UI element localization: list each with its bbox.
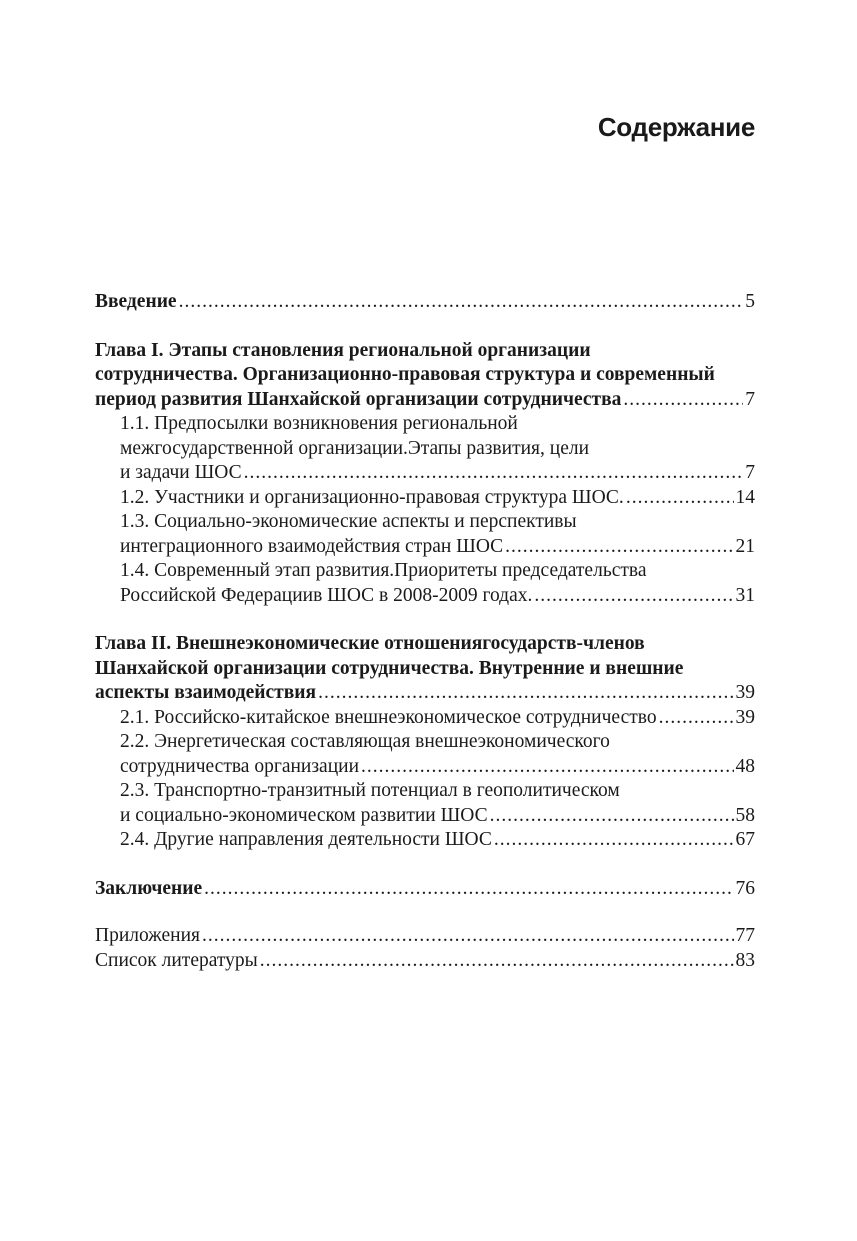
dot-leader <box>260 949 734 974</box>
chapter-title-line: сотрудничества. Организационно-правовая структура и современный <box>95 364 715 385</box>
toc-section-2-4 <box>95 828 755 853</box>
toc-entry-page: 67 <box>735 829 755 850</box>
section-title-last-line <box>95 706 755 731</box>
toc-section-2-1 <box>95 706 755 731</box>
section-title-line: 2.2. Энергетическая составляющая внешнеэкономического <box>120 731 610 752</box>
toc-chapter-2 <box>95 632 755 853</box>
toc-entry-title: интеграционного взаимодействия стран ШОС <box>120 535 504 557</box>
section-title-last-line <box>95 804 755 829</box>
toc-entry-page: 83 <box>735 949 755 971</box>
dot-leader <box>494 828 734 853</box>
toc-entry-title: аспекты взаимодействия <box>95 682 317 703</box>
chapter-title-last-line <box>95 681 755 706</box>
toc-entry-title: Заключение <box>95 877 203 899</box>
toc-entry-title: сотрудничества организации <box>120 755 360 777</box>
toc-entry-page: 58 <box>735 804 755 826</box>
toc-entry-bibliography <box>95 949 755 974</box>
toc-entry-title: Введение <box>95 291 177 312</box>
toc-section-1-1 <box>95 412 755 486</box>
section-title-last-line <box>95 486 755 511</box>
toc-entry-page: 7 <box>745 462 755 483</box>
section-title-last-line <box>95 584 755 609</box>
toc-entry-title: 2.4. Другие направления деятельности ШОС <box>120 829 492 850</box>
dot-leader <box>204 877 733 902</box>
toc-entry-title: и социально-экономическом развитии ШОС <box>120 804 488 826</box>
toc-entry-page: 21 <box>735 535 755 557</box>
section-title-last-line <box>95 461 755 486</box>
toc-entry-page: 14 <box>735 486 755 508</box>
section-title-last-line <box>95 755 755 780</box>
dot-leader <box>534 584 733 609</box>
chapter-title-line: Глава I. Этапы становления региональной организации <box>95 339 591 361</box>
table-of-contents <box>95 290 755 973</box>
toc-entry-page: 76 <box>735 877 755 899</box>
toc-entry-title: 2.1. Российско-китайское внешнеэкономическое сотрудничество <box>120 706 657 728</box>
section-title-line: 1.3. Социально-экономические аспекты и перспективы <box>120 511 577 532</box>
toc-section-2-2 <box>95 730 755 779</box>
section-title-last-line <box>95 535 755 560</box>
dot-leader <box>659 706 734 731</box>
section-title-line: 1.1. Предпосылки возникновения региональной <box>120 413 518 434</box>
toc-entry-page: 5 <box>745 291 755 312</box>
section-title-line: межгосударственной организации.Этапы развития, цели <box>120 437 590 459</box>
chapter-title-last-line <box>95 388 755 413</box>
toc-entry-page: 39 <box>735 682 755 703</box>
dot-leader <box>179 290 744 315</box>
dot-leader <box>505 535 733 560</box>
toc-section-1-2 <box>95 486 755 511</box>
toc-chapter-1 <box>95 339 755 609</box>
toc-entry-title: Приложения <box>95 925 200 946</box>
toc-entry-conclusion <box>95 877 755 902</box>
toc-section-2-3 <box>95 779 755 828</box>
chapter-title-line: Глава II. Внешнеэкономические отношениягосударств-членов <box>95 633 645 654</box>
dot-leader <box>202 924 734 949</box>
toc-entry-title: и задачи ШОС <box>120 462 242 483</box>
section-title-last-line <box>95 828 755 853</box>
toc-entry-page: 39 <box>735 706 755 728</box>
toc-entry-page: 7 <box>745 388 755 410</box>
toc-entry-title: период развития Шанхайской организации сотрудничества <box>95 388 622 410</box>
section-title-line: 2.3. Транспортно-транзитный потенциал в геополитическом <box>120 780 620 801</box>
toc-section-1-3 <box>95 510 755 559</box>
dot-leader <box>490 804 734 829</box>
dot-leader <box>626 486 734 511</box>
dot-leader <box>318 681 733 706</box>
toc-entry-appendix <box>95 924 755 949</box>
toc-entry-title: Российской Федерациив ШОС в 2008-2009 годах. <box>120 584 533 606</box>
toc-entry-intro <box>95 290 755 315</box>
toc-entry-title: Список литературы <box>95 949 258 971</box>
page-title: Содержание <box>597 112 755 142</box>
dot-leader <box>244 461 744 486</box>
toc-entry-title: 1.2. Участники и организационно-правовая структура ШОС. <box>120 486 624 508</box>
toc-section-1-4 <box>95 559 755 608</box>
section-title-line: 1.4. Современный этап развития.Приоритеты председательства <box>120 560 647 581</box>
dot-leader <box>361 755 733 780</box>
toc-entry-page: 77 <box>735 925 755 946</box>
toc-entry-page: 31 <box>735 584 755 606</box>
chapter-title-line: Шанхайской организации сотрудничества. Внутренние и внешние <box>95 657 684 679</box>
dot-leader <box>623 388 743 413</box>
toc-entry-page: 48 <box>735 755 755 777</box>
